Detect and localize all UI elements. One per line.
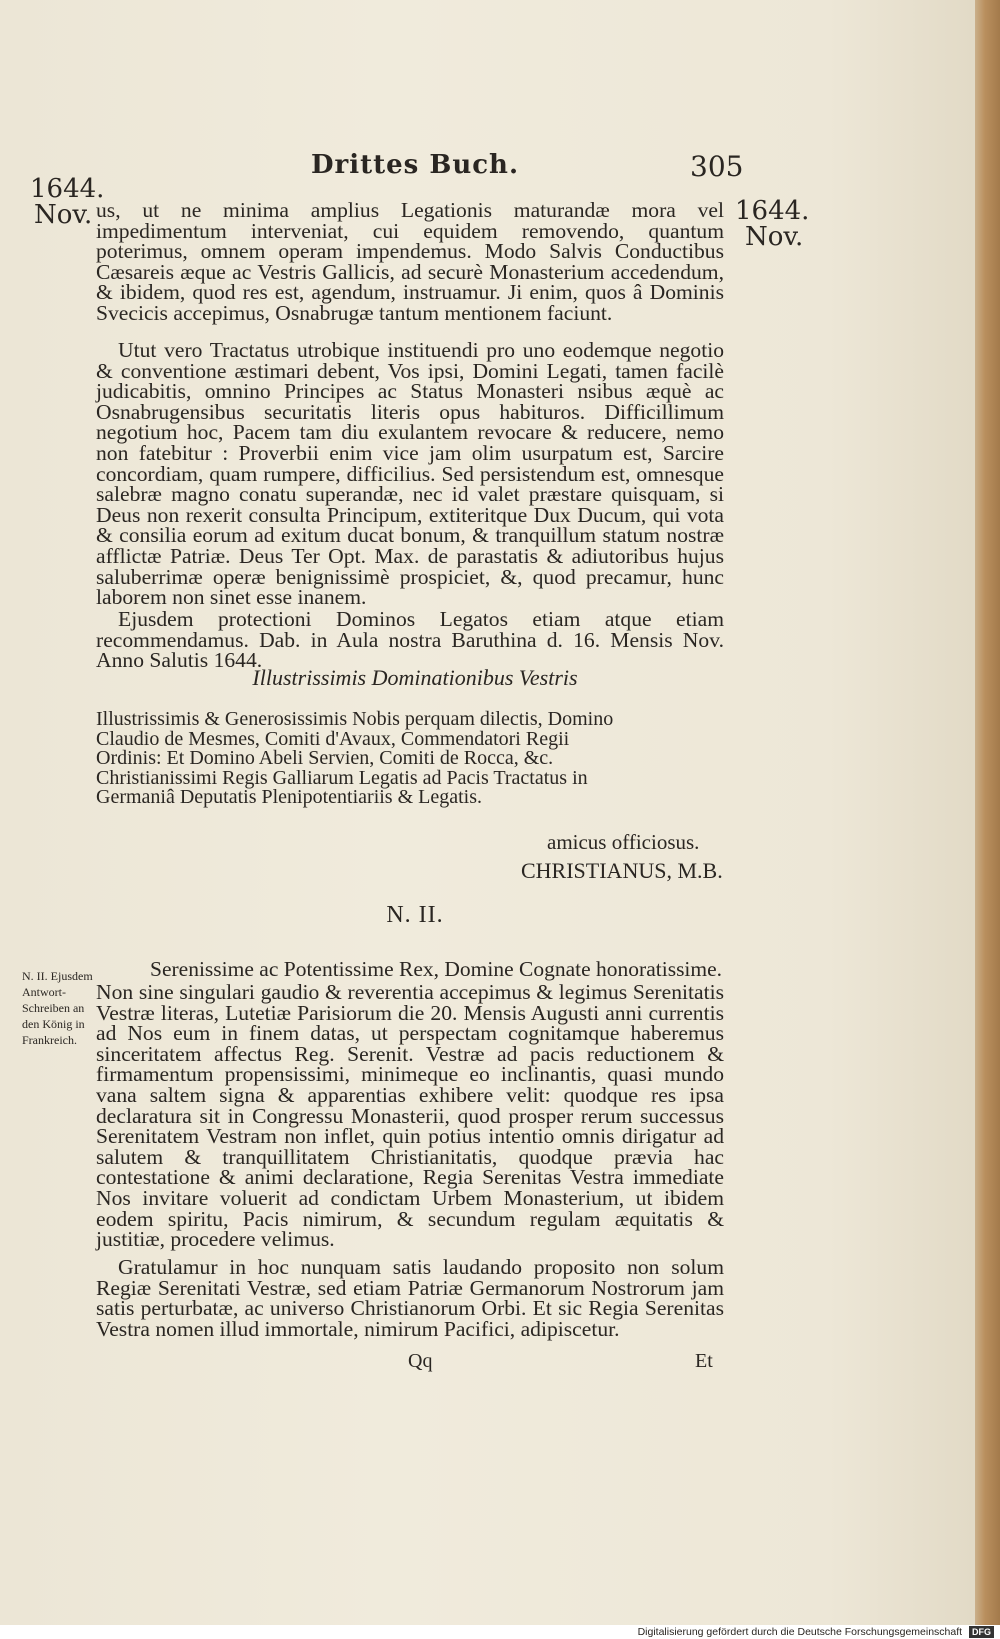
closing: amicus officiosus.	[547, 830, 700, 854]
address-block: Illustrissimis & Generosissimis Nobis perquam dilectis, Domino Claudio de Mesmes, Comiti d'Avaux, Commendatori Regii Ordinis: Et Domino Abeli Servien, Comiti de Rocca, &c. Christianissimi Regis Galliarum Legatis ad Pacis Tractatus in Germaniâ Deputatis Plenipotentiariis & Legatis.	[96, 708, 614, 808]
dfg-logo: DFG	[969, 1626, 994, 1638]
salutation: Illustrissimis Dominationibus Vestris	[252, 665, 578, 690]
paragraph-1: us, ut ne minima amplius Legationis maturandæ mora vel impedimentum interveniat, cui equidem removendo, quantum poterimus, omnem operam impendemus. Modo Salvis Conductibus Cæsareis æque ac Vestris Gallicis, ad securè Monasterium accedendum, & ibidem, quod res est, agendum, instruamur. Ji enim, quos â Dominis Svecicis accepimus, Osnabrugæ tantum mentionem faciunt.	[96, 198, 724, 325]
footer-bar	[0, 1625, 1000, 1639]
page-number: 305	[690, 150, 744, 183]
margin-month-left: Nov.	[34, 200, 93, 230]
book-edge	[975, 0, 1000, 1625]
running-title: Drittes Buch.	[310, 150, 520, 180]
paragraph-4: Non sine singulari gaudio & reverentia accepimus & legimus Serenitatis Vestræ literas, Lutetiæ Parisiorum die 20. Mensis Augusti anni currentis ad Nos eum in finem datas, ut perspectam cognitamque haberemus sinceritatem affectus Reg. Serenit. Vestræ ad pacis reductionem & firmamentum propensissimi, minimeque eo inclinantis, quasi mundo vana saltem signa & apparentias exhibere velit: quodque res ipsa declaratura sit in Congressu Monasterii, quod prosper rerum successus Serenitatem Vestram non inflet, quin potius intentio omnis dirigatur ad salutem & tranquillitatem Christianitatis, quodque prævia hac contestatione & animi declaratione, Regia Serenitas Vestra immediate Nos invitare voluerit ad condictam Urbem Monasterium, ut ibidem eodem spiritu, Pacis nimirum, & secundum regulam æquitatis & justitiæ, procedere velimus.	[96, 980, 724, 1252]
signature-mark: Qq	[408, 1350, 433, 1372]
margin-note: N. II. Ejusdem Antwort-Schreiben an den König in Frankreich.	[22, 969, 93, 1047]
margin-month-right: Nov.	[745, 222, 804, 252]
margin-year-left: 1644.	[30, 174, 105, 204]
paragraph-2: Utut vero Tractatus utrobique instituendi pro uno eodemque negotio & conventione æstimari debent, Vos ipsi, Domini Legati, tamen facilè judicabitis, omnino Principes ac Status Monasteri nsibus æquè ac Osnabrugensibus securitatis literis opus habituros. Difficillimum negotium hoc, Pacem tam diu exulantem revocare & reducere, nemo non fatebitur : Proverbii enim vice jam olim usurpatum est, Sarcire concordiam, quam rumpere, difficilius. Sed persistendum est, omnesque salebræ magno conatu superandæ, nec id valet præstare quisquam, si Deus non rexerit consulta Principum, extiteritque Dux Ducum, qui vota & consilia eorum ad exitum ducat bonum, & tranquillum statum nostræ afflictæ Patriæ. Deus Ter Opt. Max. de parastatis & adiutoribus hujus saluberrimæ operæ benignissimè prospiciet, &, quod precamur, hunc laborem non sinet esse inanem.	[96, 338, 724, 610]
paragraph-3: Ejusdem protectioni Dominos Legatos etiam atque etiam recommendamus. Dab. in Aula nostra Baruthina d. 16. Mensis Nov. Anno Salutis 1644.	[96, 607, 724, 673]
catchword: Et	[695, 1350, 713, 1372]
letter-address: Serenissime ac Potentissime Rex, Domine Cognate honoratissime.	[150, 957, 723, 981]
section-heading: N. II.	[386, 902, 444, 928]
footer-text: Digitalisierung gefördert durch die Deutsche Forschungsgemeinschaft	[637, 1626, 963, 1638]
margin-year-right: 1644.	[735, 196, 810, 226]
signature: CHRISTIANUS, M.B.	[521, 858, 723, 883]
paragraph-5: Gratulamur in hoc nunquam satis laudando proposito non solum Regiæ Serenitati Vestræ, sed etiam Patriæ Germanorum Nostrorum jam satis perturbatæ, ac universo Christianorum Orbi. Et sic Regia Serenitas Vestra nomen illud immortale, nimirum Pacifici, adipiscetur.	[96, 1255, 724, 1341]
